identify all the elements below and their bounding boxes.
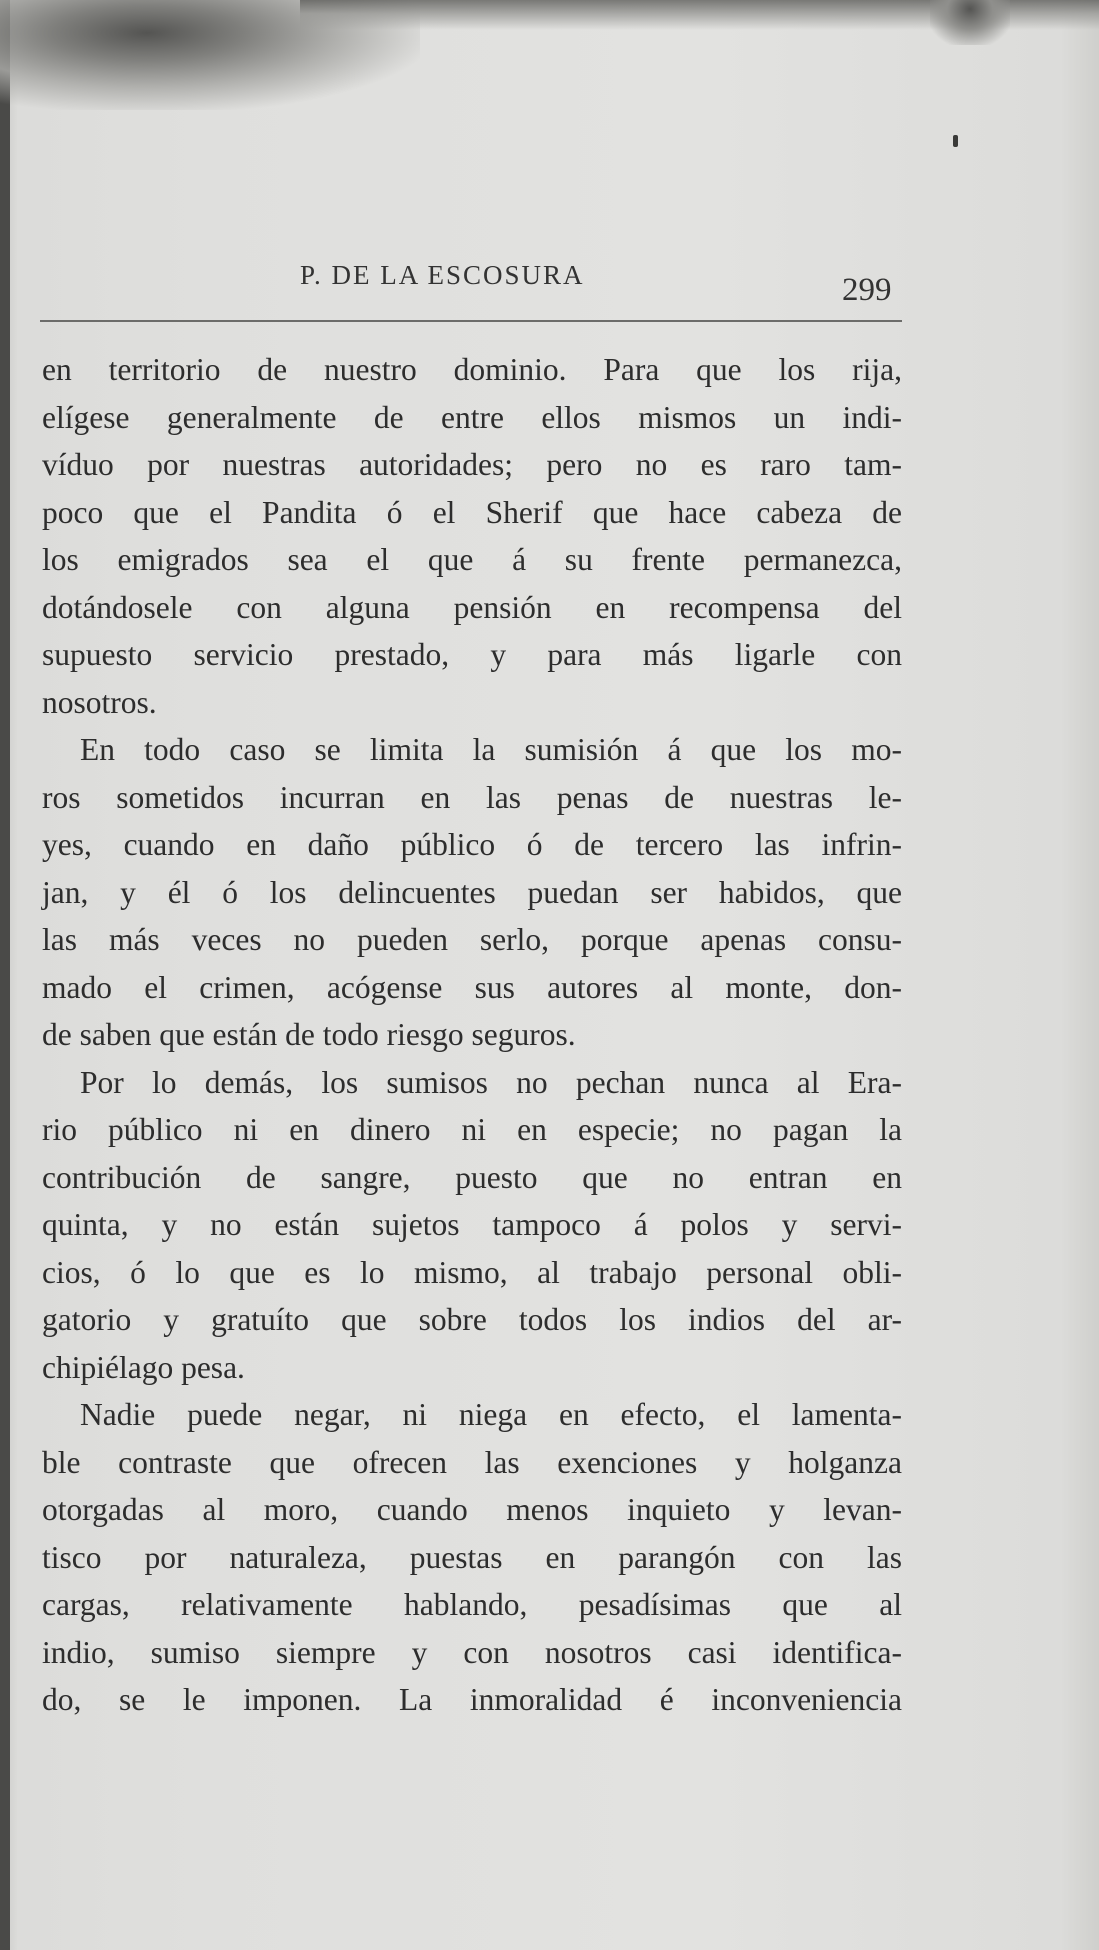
text-line: do, se le imponen. La inmoralidad é inconveniencia bbox=[42, 1682, 902, 1717]
text-line: contribución de sangre, puesto que no entran en bbox=[42, 1159, 902, 1195]
text-line: los emigrados sea el que á su frente permanezca, bbox=[42, 542, 902, 577]
text-line: víduo por nuestras autoridades; pero no es raro tam- bbox=[42, 447, 902, 482]
text-line: Por lo demás, los sumisos no pechan nunca al Era- bbox=[80, 1064, 902, 1100]
text-line: las más veces no pueden serlo, porque apenas consu- bbox=[42, 922, 902, 957]
text-line: nosotros. bbox=[42, 684, 157, 720]
text-line: En todo caso se limita la sumisión á que los mo- bbox=[80, 732, 902, 767]
page-number: 299 bbox=[842, 272, 892, 308]
text-line: quinta, y no están sujetos tampoco á polos y servi- bbox=[42, 1207, 902, 1242]
text-line: otorgadas al moro, cuando menos inquieto y levan- bbox=[42, 1492, 902, 1527]
page-corner-stain bbox=[930, 0, 1010, 45]
text-line: dotándosele con alguna pensión en recompensa del bbox=[42, 589, 902, 625]
paragraph bbox=[42, 726, 902, 1059]
text-line: indio, sumiso siempre y con nosotros casi identifica- bbox=[42, 1634, 902, 1670]
text-line: Nadie puede negar, ni niega en efecto, el lamenta- bbox=[80, 1397, 902, 1432]
text-line: poco que el Pandita ó el Sherif que hace cabeza de bbox=[42, 494, 902, 530]
text-line: jan, y él ó los delincuentes puedan ser habidos, que bbox=[42, 874, 902, 910]
paragraph bbox=[42, 1059, 902, 1392]
header-rule bbox=[40, 320, 902, 322]
ink-speck bbox=[953, 135, 958, 147]
text-line: rio público ni en dinero ni en especie; no pagan la bbox=[42, 1112, 902, 1147]
text-line: chipiélago pesa. bbox=[42, 1349, 245, 1385]
paragraph bbox=[42, 1391, 902, 1724]
text-line: tisco por naturaleza, puestas en parangón con las bbox=[42, 1539, 902, 1575]
text-line: en territorio de nuestro dominio. Para que los rija, bbox=[42, 352, 902, 387]
text-line: cios, ó lo que es lo mismo, al trabajo personal obli- bbox=[42, 1254, 902, 1290]
text-line: ble contraste que ofrecen las exenciones y holganza bbox=[42, 1444, 902, 1480]
body-text bbox=[42, 346, 902, 1724]
paragraph bbox=[42, 346, 902, 726]
text-line: elígese generalmente de entre ellos mismos un indi- bbox=[42, 399, 902, 435]
text-line: yes, cuando en daño público ó de tercero las infrin- bbox=[42, 827, 902, 862]
text-line: mado el crimen, acógense sus autores al monte, don- bbox=[42, 969, 902, 1005]
text-line: gatorio y gratuíto que sobre todos los indios del ar- bbox=[42, 1302, 902, 1337]
running-head: P. DE LA ESCOSURA bbox=[300, 260, 585, 290]
page-binding-edge bbox=[0, 0, 10, 1950]
text-line: cargas, relativamente hablando, pesadísimas que al bbox=[42, 1587, 902, 1622]
text-line: supuesto servicio prestado, y para más ligarle con bbox=[42, 637, 902, 672]
text-line: de saben que están de todo riesgo seguros. bbox=[42, 1017, 576, 1052]
text-line: ros sometidos incurran en las penas de nuestras le- bbox=[42, 779, 902, 815]
